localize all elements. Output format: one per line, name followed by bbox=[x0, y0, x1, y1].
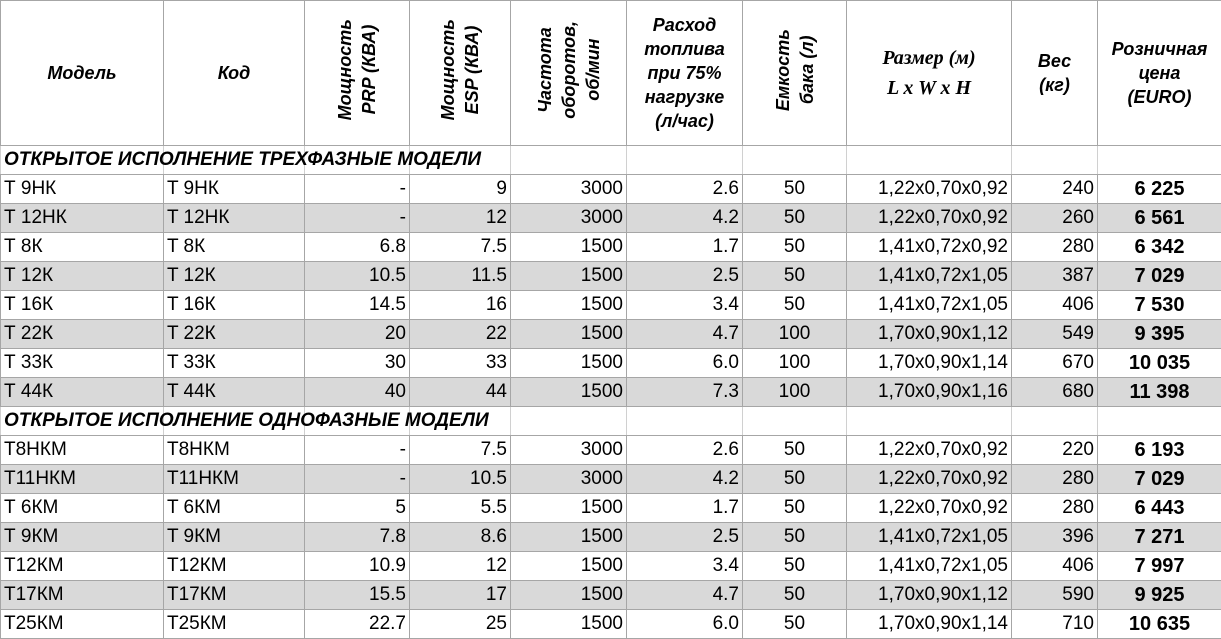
cell-rpm: 1500 bbox=[511, 320, 627, 349]
cell-size: 1,41х0,72х1,05 bbox=[847, 291, 1012, 320]
cell-fuel: 2.5 bbox=[627, 262, 743, 291]
cell-fuel: 1.7 bbox=[627, 494, 743, 523]
table-row bbox=[1, 465, 1221, 494]
cell-price: 7 997 bbox=[1098, 552, 1221, 581]
cell-model: Т 12К bbox=[1, 262, 164, 291]
cell-model: Т11НКМ bbox=[1, 465, 164, 494]
table-row bbox=[1, 262, 1221, 291]
cell-esp: 7.5 bbox=[410, 233, 511, 262]
section-header-row bbox=[1, 146, 1221, 175]
cell-size: 1,41х0,72х1,05 bbox=[847, 552, 1012, 581]
cell-weight: 240 bbox=[1012, 175, 1098, 204]
cell-prp: - bbox=[305, 204, 410, 233]
cell-size: 1,41х0,72х0,92 bbox=[847, 233, 1012, 262]
table-row bbox=[1, 378, 1221, 407]
section-empty-cell bbox=[627, 146, 743, 175]
cell-price: 6 561 bbox=[1098, 204, 1221, 233]
cell-code: T 9КМ bbox=[164, 523, 305, 552]
cell-esp: 33 bbox=[410, 349, 511, 378]
cell-price: 9 925 bbox=[1098, 581, 1221, 610]
cell-price: 7 530 bbox=[1098, 291, 1221, 320]
cell-rpm: 3000 bbox=[511, 465, 627, 494]
table-row bbox=[1, 494, 1221, 523]
cell-tank: 100 bbox=[743, 349, 847, 378]
section-header-row bbox=[1, 407, 1221, 436]
cell-rpm: 1500 bbox=[511, 552, 627, 581]
header-row bbox=[1, 1, 1221, 146]
cell-model: Т 8К bbox=[1, 233, 164, 262]
col-header-esp: Мощность ESP (КВА) bbox=[410, 1, 511, 146]
cell-rpm: 1500 bbox=[511, 291, 627, 320]
col-header-weight: Вес (кг) bbox=[1012, 1, 1098, 146]
cell-tank: 50 bbox=[743, 204, 847, 233]
cell-code: T 16К bbox=[164, 291, 305, 320]
cell-price: 6 342 bbox=[1098, 233, 1221, 262]
section-empty-cell bbox=[1012, 146, 1098, 175]
cell-fuel: 4.2 bbox=[627, 204, 743, 233]
cell-price: 10 035 bbox=[1098, 349, 1221, 378]
cell-model: Т 6КМ bbox=[1, 494, 164, 523]
section-empty-cell bbox=[1098, 146, 1221, 175]
cell-price: 7 029 bbox=[1098, 262, 1221, 291]
cell-rpm: 1500 bbox=[511, 349, 627, 378]
cell-size: 1,41х0,72х1,05 bbox=[847, 523, 1012, 552]
cell-tank: 50 bbox=[743, 523, 847, 552]
cell-code: T8НКМ bbox=[164, 436, 305, 465]
cell-code: T 33К bbox=[164, 349, 305, 378]
table-row bbox=[1, 552, 1221, 581]
section-empty-cell bbox=[1012, 407, 1098, 436]
section-empty-cell bbox=[847, 407, 1012, 436]
cell-code: T 12НК bbox=[164, 204, 305, 233]
cell-rpm: 3000 bbox=[511, 204, 627, 233]
cell-rpm: 1500 bbox=[511, 581, 627, 610]
cell-code: T17КМ bbox=[164, 581, 305, 610]
cell-esp: 12 bbox=[410, 552, 511, 581]
col-header-code: Код bbox=[164, 1, 305, 146]
cell-weight: 670 bbox=[1012, 349, 1098, 378]
cell-esp: 11.5 bbox=[410, 262, 511, 291]
cell-rpm: 1500 bbox=[511, 523, 627, 552]
cell-size: 1,22х0,70х0,92 bbox=[847, 465, 1012, 494]
cell-code: T 22К bbox=[164, 320, 305, 349]
cell-rpm: 3000 bbox=[511, 175, 627, 204]
cell-esp: 44 bbox=[410, 378, 511, 407]
cell-code: T 9НК bbox=[164, 175, 305, 204]
cell-prp: - bbox=[305, 436, 410, 465]
cell-tank: 50 bbox=[743, 610, 847, 639]
cell-fuel: 3.4 bbox=[627, 552, 743, 581]
cell-weight: 280 bbox=[1012, 494, 1098, 523]
cell-size: 1,22х0,70х0,92 bbox=[847, 436, 1012, 465]
cell-prp: 6.8 bbox=[305, 233, 410, 262]
cell-code: T 44К bbox=[164, 378, 305, 407]
cell-esp: 17 bbox=[410, 581, 511, 610]
cell-rpm: 1500 bbox=[511, 233, 627, 262]
cell-weight: 396 bbox=[1012, 523, 1098, 552]
col-header-fuel: Расход топлива при 75% нагрузке (л/час) bbox=[627, 1, 743, 146]
cell-fuel: 7.3 bbox=[627, 378, 743, 407]
cell-price: 7 029 bbox=[1098, 465, 1221, 494]
cell-rpm: 1500 bbox=[511, 494, 627, 523]
cell-tank: 50 bbox=[743, 552, 847, 581]
cell-weight: 680 bbox=[1012, 378, 1098, 407]
cell-model: Т12КМ bbox=[1, 552, 164, 581]
cell-esp: 7.5 bbox=[410, 436, 511, 465]
cell-price: 6 193 bbox=[1098, 436, 1221, 465]
cell-code: T 6КМ bbox=[164, 494, 305, 523]
cell-code: T 12К bbox=[164, 262, 305, 291]
cell-size: 1,70х0,90х1,14 bbox=[847, 610, 1012, 639]
col-header-price: Розничная цена (EURO) bbox=[1098, 1, 1221, 146]
col-header-size: Размер (м) L x W x H bbox=[847, 1, 1012, 146]
cell-tank: 50 bbox=[743, 262, 847, 291]
cell-prp: 7.8 bbox=[305, 523, 410, 552]
cell-price: 6 225 bbox=[1098, 175, 1221, 204]
section-empty-cell bbox=[511, 146, 627, 175]
cell-fuel: 1.7 bbox=[627, 233, 743, 262]
section-title: ОТКРЫТОЕ ИСПОЛНЕНИЕ ТРЕХФАЗНЫЕ МОДЕЛИ bbox=[1, 146, 164, 175]
cell-prp: 30 bbox=[305, 349, 410, 378]
cell-weight: 549 bbox=[1012, 320, 1098, 349]
table-row bbox=[1, 349, 1221, 378]
table-row bbox=[1, 436, 1221, 465]
section-empty-cell bbox=[847, 146, 1012, 175]
cell-fuel: 2.5 bbox=[627, 523, 743, 552]
cell-weight: 590 bbox=[1012, 581, 1098, 610]
cell-tank: 50 bbox=[743, 494, 847, 523]
cell-weight: 710 bbox=[1012, 610, 1098, 639]
cell-model: Т25КМ bbox=[1, 610, 164, 639]
cell-code: T11НКМ bbox=[164, 465, 305, 494]
cell-price: 10 635 bbox=[1098, 610, 1221, 639]
cell-price: 11 398 bbox=[1098, 378, 1221, 407]
cell-size: 1,41х0,72х1,05 bbox=[847, 262, 1012, 291]
cell-rpm: 1500 bbox=[511, 262, 627, 291]
cell-prp: - bbox=[305, 175, 410, 204]
cell-rpm: 1500 bbox=[511, 610, 627, 639]
table-row bbox=[1, 291, 1221, 320]
cell-tank: 50 bbox=[743, 175, 847, 204]
cell-model: Т 12НК bbox=[1, 204, 164, 233]
table-row bbox=[1, 233, 1221, 262]
col-header-model: Модель bbox=[1, 1, 164, 146]
cell-esp: 22 bbox=[410, 320, 511, 349]
cell-rpm: 3000 bbox=[511, 436, 627, 465]
cell-fuel: 6.0 bbox=[627, 610, 743, 639]
cell-esp: 5.5 bbox=[410, 494, 511, 523]
cell-weight: 387 bbox=[1012, 262, 1098, 291]
cell-fuel: 2.6 bbox=[627, 175, 743, 204]
cell-prp: - bbox=[305, 465, 410, 494]
cell-model: Т 44К bbox=[1, 378, 164, 407]
table-row bbox=[1, 175, 1221, 204]
cell-tank: 50 bbox=[743, 436, 847, 465]
table-row bbox=[1, 610, 1221, 639]
cell-weight: 406 bbox=[1012, 552, 1098, 581]
table-row bbox=[1, 523, 1221, 552]
cell-model: Т 9КМ bbox=[1, 523, 164, 552]
section-empty-cell bbox=[743, 407, 847, 436]
cell-weight: 220 bbox=[1012, 436, 1098, 465]
cell-tank: 50 bbox=[743, 233, 847, 262]
cell-esp: 8.6 bbox=[410, 523, 511, 552]
cell-fuel: 3.4 bbox=[627, 291, 743, 320]
cell-model: Т 33К bbox=[1, 349, 164, 378]
cell-weight: 280 bbox=[1012, 465, 1098, 494]
cell-esp: 9 bbox=[410, 175, 511, 204]
cell-tank: 50 bbox=[743, 291, 847, 320]
cell-model: Т 16К bbox=[1, 291, 164, 320]
cell-tank: 100 bbox=[743, 320, 847, 349]
section-empty-cell bbox=[1098, 407, 1221, 436]
cell-model: Т 9НК bbox=[1, 175, 164, 204]
cell-prp: 5 bbox=[305, 494, 410, 523]
cell-esp: 25 bbox=[410, 610, 511, 639]
col-header-prp: Мощность PRP (КВА) bbox=[305, 1, 410, 146]
cell-size: 1,22х0,70х0,92 bbox=[847, 204, 1012, 233]
cell-fuel: 4.2 bbox=[627, 465, 743, 494]
col-header-rpm: Частота оборотов, об/мин bbox=[511, 1, 627, 146]
cell-fuel: 4.7 bbox=[627, 320, 743, 349]
cell-prp: 40 bbox=[305, 378, 410, 407]
cell-price: 9 395 bbox=[1098, 320, 1221, 349]
cell-size: 1,70х0,90х1,14 bbox=[847, 349, 1012, 378]
table-row bbox=[1, 581, 1221, 610]
table-row bbox=[1, 204, 1221, 233]
cell-prp: 10.5 bbox=[305, 262, 410, 291]
section-empty-cell bbox=[743, 146, 847, 175]
cell-fuel: 2.6 bbox=[627, 436, 743, 465]
cell-fuel: 4.7 bbox=[627, 581, 743, 610]
cell-size: 1,70х0,90х1,12 bbox=[847, 581, 1012, 610]
section-empty-cell bbox=[627, 407, 743, 436]
cell-prp: 20 bbox=[305, 320, 410, 349]
cell-code: T12КМ bbox=[164, 552, 305, 581]
cell-prp: 15.5 bbox=[305, 581, 410, 610]
cell-prp: 10.9 bbox=[305, 552, 410, 581]
cell-code: T25КМ bbox=[164, 610, 305, 639]
section-title: ОТКРЫТОЕ ИСПОЛНЕНИЕ ОДНОФАЗНЫЕ МОДЕЛИ bbox=[1, 407, 164, 436]
cell-fuel: 6.0 bbox=[627, 349, 743, 378]
col-header-tank: Емкость бака (л) bbox=[743, 1, 847, 146]
cell-esp: 10.5 bbox=[410, 465, 511, 494]
cell-rpm: 1500 bbox=[511, 378, 627, 407]
cell-tank: 100 bbox=[743, 378, 847, 407]
cell-esp: 16 bbox=[410, 291, 511, 320]
cell-model: Т17КМ bbox=[1, 581, 164, 610]
cell-tank: 50 bbox=[743, 465, 847, 494]
cell-model: Т8НКМ bbox=[1, 436, 164, 465]
cell-size: 1,22х0,70х0,92 bbox=[847, 175, 1012, 204]
cell-weight: 406 bbox=[1012, 291, 1098, 320]
cell-code: T 8К bbox=[164, 233, 305, 262]
cell-price: 7 271 bbox=[1098, 523, 1221, 552]
cell-prp: 22.7 bbox=[305, 610, 410, 639]
section-empty-cell bbox=[511, 407, 627, 436]
cell-size: 1,70х0,90х1,16 bbox=[847, 378, 1012, 407]
cell-size: 1,22х0,70х0,92 bbox=[847, 494, 1012, 523]
cell-price: 6 443 bbox=[1098, 494, 1221, 523]
cell-model: Т 22К bbox=[1, 320, 164, 349]
table-row bbox=[1, 320, 1221, 349]
table-body bbox=[1, 146, 1221, 639]
cell-esp: 12 bbox=[410, 204, 511, 233]
cell-weight: 260 bbox=[1012, 204, 1098, 233]
cell-prp: 14.5 bbox=[305, 291, 410, 320]
cell-weight: 280 bbox=[1012, 233, 1098, 262]
cell-tank: 50 bbox=[743, 581, 847, 610]
cell-size: 1,70х0,90х1,12 bbox=[847, 320, 1012, 349]
